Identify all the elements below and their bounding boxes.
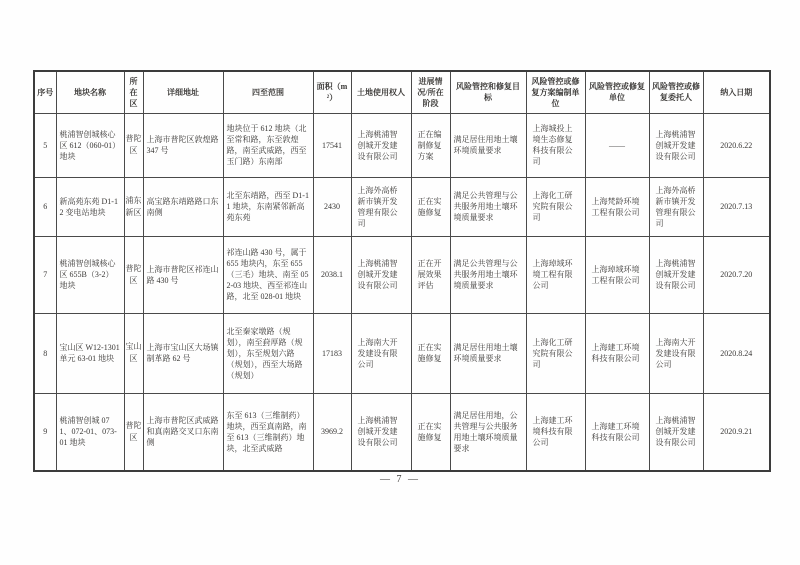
cell-district: 普陀区 (124, 393, 143, 471)
cell-plan-unit: 上海城投上境生态修复科技有限公司 (526, 113, 585, 177)
col-header-client: 风险管控或修复委托人 (649, 71, 703, 113)
cell-date: 2020.9.21 (703, 393, 770, 471)
cell-no: 6 (34, 177, 56, 236)
cell-area: 17183 (313, 313, 351, 393)
col-header-district: 所在区 (124, 71, 143, 113)
cell-area: 17541 (313, 113, 351, 177)
cell-address: 高宝路东靖路路口东南侧 (143, 177, 223, 236)
cell-target: 满足居住用地土壤环境质量要求 (450, 113, 526, 177)
cell-progress: 正在实施修复 (411, 177, 450, 236)
cell-boundaries: 地块位于 612 地块（北至常和路，东至敦煌路，南至武威路，西至玉门路）东南部 (223, 113, 313, 177)
col-header-repair-unit: 风险管控或修复单位 (585, 71, 649, 113)
col-header-no: 序号 (34, 71, 56, 113)
cell-client: 上海桃浦智创城开发建设有限公司 (649, 113, 703, 177)
table-row (34, 393, 770, 471)
cell-boundaries: 北至秦家墩路（规划），南至葑厚路（规划），东至规划六路（规划），西至大场路（规划） (223, 313, 313, 393)
cell-target: 满足居住用地土壤环境质量要求 (450, 313, 526, 393)
col-header-address: 详细地址 (143, 71, 223, 113)
cell-boundaries: 东至 613（三维制药）地块，西至真南路，南至 613（三维制药）地块，北至武威路 (223, 393, 313, 471)
cell-no: 8 (34, 313, 56, 393)
table-row (34, 236, 770, 313)
col-header-plan-unit: 风险管控或修复方案编制单位 (526, 71, 585, 113)
cell-district: 浦东新区 (124, 177, 143, 236)
cell-land-user: 上海桃浦智创城开发建设有限公司 (351, 393, 411, 471)
cell-progress: 正在实施修复 (411, 313, 450, 393)
cell-boundaries: 祁连山路 430 号，属于 655 地块内，东至 655（三毛）地块、南至 052-03 地块、西至祁连山路，北至 028-01 地块 (223, 236, 313, 313)
cell-name: 宝山区 W12-1301 单元 63-01 地块 (56, 313, 124, 393)
parcel-table (33, 70, 771, 472)
col-header-progress: 进展情况/所在阶段 (411, 71, 450, 113)
table-row (34, 313, 770, 393)
cell-plan-unit: 上海琸域环境工程有限公司 (526, 236, 585, 313)
cell-name: 新高苑东苑 D1-12 变电站地块 (56, 177, 124, 236)
cell-client: 上海桃浦智创城开发建设有限公司 (649, 236, 703, 313)
cell-progress: 正在编制修复方案 (411, 113, 450, 177)
cell-target: 满足居住用地，公共管理与公共服务用地土壤环境质量要求 (450, 393, 526, 471)
cell-district: 普陀区 (124, 113, 143, 177)
cell-district: 普陀区 (124, 236, 143, 313)
cell-no: 7 (34, 236, 56, 313)
cell-land-user: 上海外高桥新市镇开发管理有限公司 (351, 177, 411, 236)
cell-date: 2020.7.20 (703, 236, 770, 313)
col-header-target: 风险管控和修复目标 (450, 71, 526, 113)
cell-name: 桃浦智创城 071、072-01、073-01 地块 (56, 393, 124, 471)
cell-address: 上海市宝山区大场镇制革路 62 号 (143, 313, 223, 393)
cell-plan-unit: 上海化工研究院有限公司 (526, 313, 585, 393)
table-row (34, 113, 770, 177)
cell-repair-unit: 上海建工环境科技有限公司 (585, 393, 649, 471)
cell-plan-unit: 上海化工研究院有限公司 (526, 177, 585, 236)
cell-progress: 正在实施修复 (411, 393, 450, 471)
cell-date: 2020.7.13 (703, 177, 770, 236)
cell-area: 2430 (313, 177, 351, 236)
cell-repair-unit: 上海琸域环境工程有限公司 (585, 236, 649, 313)
col-header-date: 纳入日期 (703, 71, 770, 113)
cell-repair-unit: —— (585, 113, 649, 177)
cell-plan-unit: 上海建工环境科技有限公司 (526, 393, 585, 471)
col-header-name: 地块名称 (56, 71, 124, 113)
cell-no: 5 (34, 113, 56, 177)
col-header-land-user: 土地使用权人 (351, 71, 411, 113)
cell-repair-unit: 上海建工环境科技有限公司 (585, 313, 649, 393)
cell-client: 上海外高桥新市镇开发管理有限公司 (649, 177, 703, 236)
cell-address: 上海市普陀区敦煌路 347 号 (143, 113, 223, 177)
col-header-boundaries: 四至范围 (223, 71, 313, 113)
cell-progress: 正在开展效果评估 (411, 236, 450, 313)
col-header-area: 面积（m²） (313, 71, 351, 113)
page-number: — 7 — (380, 474, 420, 485)
cell-address: 上海市普陀区武威路和真南路交叉口东南侧 (143, 393, 223, 471)
cell-land-user: 上海桃浦智创城开发建设有限公司 (351, 236, 411, 313)
cell-target: 满足公共管理与公共服务用地土壤环境质量要求 (450, 236, 526, 313)
cell-client: 上海南大开发建设有限公司 (649, 313, 703, 393)
cell-client: 上海桃浦智创城开发建设有限公司 (649, 393, 703, 471)
cell-date: 2020.6.22 (703, 113, 770, 177)
cell-repair-unit: 上海梵龄环境工程有限公司 (585, 177, 649, 236)
cell-name: 桃浦智创城核心区 655B（3-2）地块 (56, 236, 124, 313)
cell-boundaries: 北至东靖路，西至 D1-11 地块，东南紧邻新高苑东苑 (223, 177, 313, 236)
cell-area: 3969.2 (313, 393, 351, 471)
cell-district: 宝山区 (124, 313, 143, 393)
table-header-row (34, 71, 770, 113)
cell-address: 上海市普陀区祁连山路 430 号 (143, 236, 223, 313)
cell-land-user: 上海桃浦智创城开发建设有限公司 (351, 113, 411, 177)
table-row (34, 177, 770, 236)
cell-area: 2038.1 (313, 236, 351, 313)
cell-no: 9 (34, 393, 56, 471)
cell-date: 2020.8.24 (703, 313, 770, 393)
cell-target: 满足公共管理与公共服务用地土壤环境质量要求 (450, 177, 526, 236)
cell-name: 桃浦智创城核心区 612（060-01）地块 (56, 113, 124, 177)
cell-land-user: 上海南大开发建设有限公司 (351, 313, 411, 393)
